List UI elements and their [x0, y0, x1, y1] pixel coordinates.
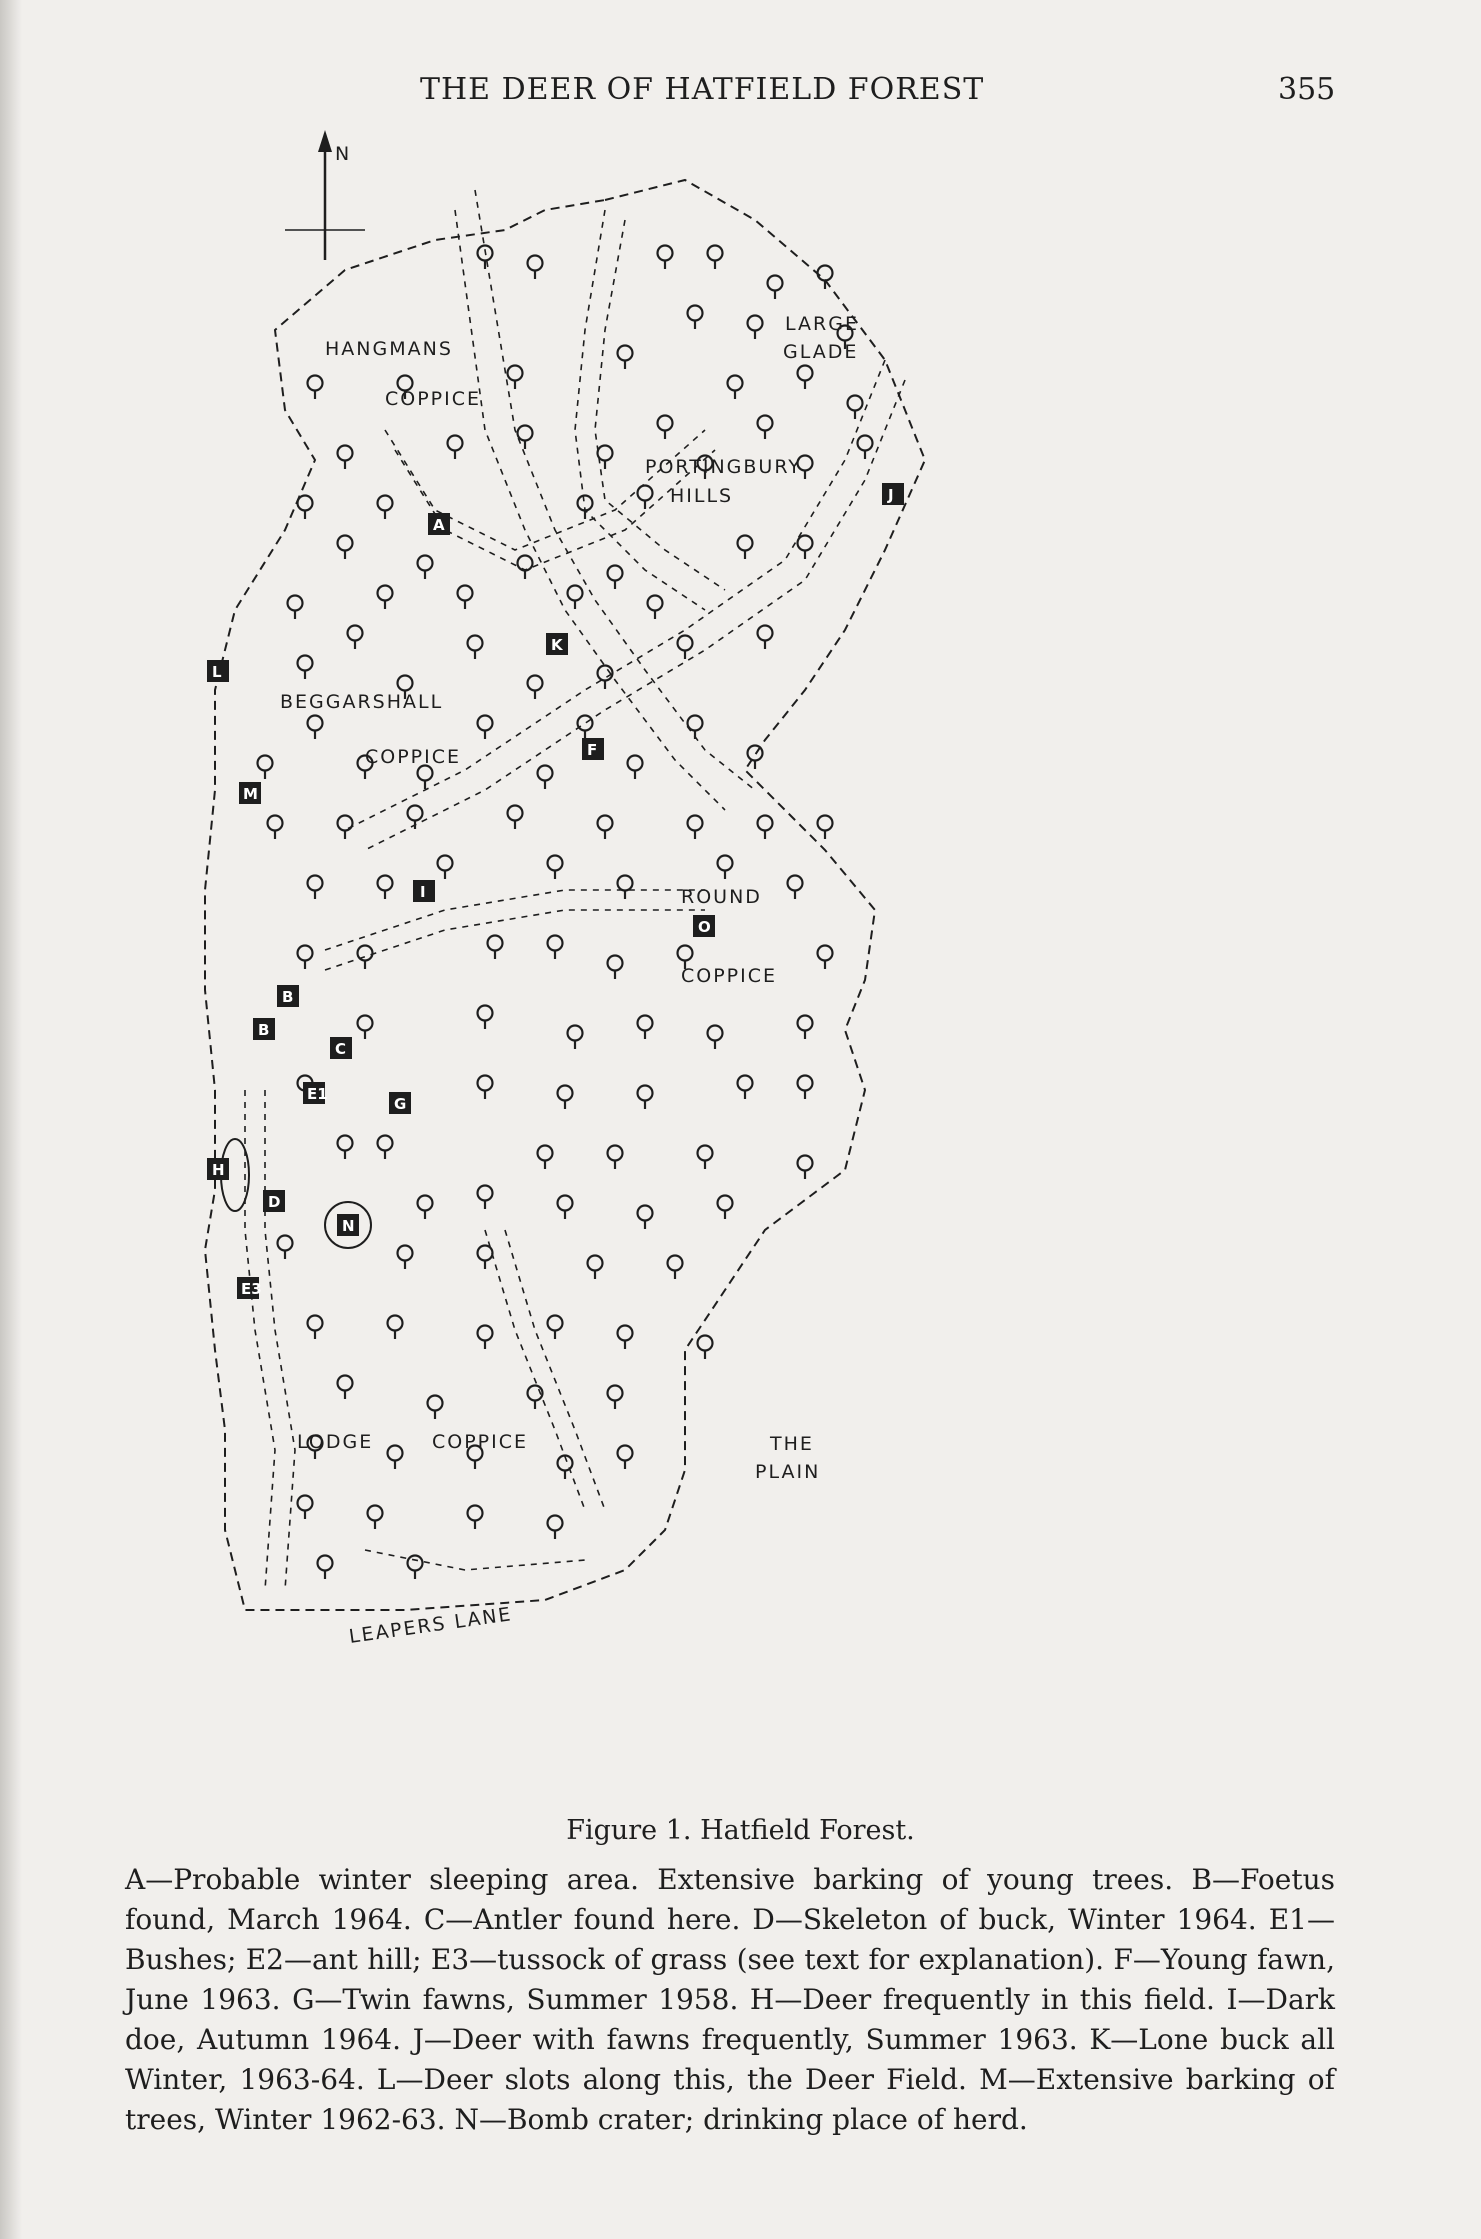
- tree-symbols: [258, 246, 873, 1580]
- legend-item-d: D—Skeleton of buck, Winter 1964.: [752, 1903, 1269, 1936]
- marker-d: [263, 1190, 285, 1212]
- label-hangmans-coppice: COPPICE: [385, 388, 482, 410]
- label-the: THE: [770, 1433, 814, 1455]
- legend-item-b: B—Foetus found, March 1964.: [125, 1863, 1335, 1936]
- svg-text:B: B: [282, 988, 294, 1006]
- legend-item-m: M—Extensive barking of trees, Winter 1962-63.: [125, 2063, 1336, 2136]
- marker-b2: [277, 985, 299, 1007]
- svg-text:I: I: [420, 883, 426, 901]
- north-arrow: [285, 130, 365, 260]
- label-lodge: LODGE: [297, 1431, 374, 1453]
- svg-text:G: G: [394, 1095, 407, 1113]
- marker-b1: [253, 1018, 275, 1040]
- svg-text:D: D: [268, 1193, 281, 1211]
- label-lodge-coppice: COPPICE: [432, 1431, 529, 1453]
- marker-round-o: [693, 915, 715, 937]
- legend-item-g: G—Twin fawns, Summer 1958.: [292, 1983, 750, 2016]
- svg-text:B: B: [258, 1021, 270, 1039]
- forest-map: [212, 130, 1285, 1810]
- label-beggarshall-coppice: COPPICE: [365, 746, 462, 768]
- svg-text:E1: E1: [307, 1085, 328, 1103]
- label-portingbury: PORTINGBURY: [645, 456, 802, 478]
- marker-e1: [303, 1082, 328, 1104]
- label-leapers-lane: LEAPERS LANE: [347, 1603, 514, 1648]
- legend-item-c: C—Antler found here.: [423, 1903, 753, 1936]
- marker-g: [389, 1092, 411, 1114]
- label-round-coppice: COPPICE: [681, 965, 778, 987]
- marker-i: [413, 880, 435, 902]
- label-plain: PLAIN: [755, 1461, 821, 1483]
- legend-item-f: F—Young fawn, June 1963.: [125, 1943, 1335, 2016]
- svg-text:C: C: [335, 1040, 347, 1058]
- forest-boundary: [205, 180, 925, 1610]
- legend-item-k: K—Lone buck all Winter, 1963-64.: [125, 2023, 1336, 2096]
- legend-item-j: J—Deer with fawns frequently, Summer 1963.: [412, 2023, 1090, 2056]
- marker-a: [428, 513, 450, 535]
- marker-f: [582, 738, 604, 760]
- figure-legend: [125, 1860, 1335, 2140]
- figure-caption: Figure 1. Hatfield Forest.: [566, 1815, 915, 1846]
- svg-text:F: F: [587, 741, 598, 759]
- svg-text:H: H: [212, 1161, 225, 1179]
- legend-item-h: H—Deer frequently in this field.: [749, 1983, 1227, 2016]
- marker-j: [882, 483, 904, 505]
- page-edge-shadow: [0, 0, 22, 2239]
- svg-text:L: L: [212, 663, 222, 681]
- legend-item-n: N—Bomb crater; drinking place of herd.: [454, 2103, 1028, 2136]
- marker-k: [546, 633, 568, 655]
- page-number: 355: [1278, 72, 1336, 107]
- marker-h: [207, 1158, 229, 1180]
- marker-e3: [237, 1277, 262, 1299]
- label-hangmans: HANGMANS: [325, 338, 453, 360]
- legend-item-i: I—Dark doe, Autumn 1964.: [125, 1983, 1335, 2056]
- svg-text:A: A: [433, 516, 445, 534]
- label-glade: GLADE: [783, 341, 859, 363]
- forest-map-svg: [212, 130, 1285, 1810]
- legend-item-l: L—Deer slots along this, the Deer Field.: [376, 2063, 980, 2096]
- svg-text:J: J: [888, 486, 894, 504]
- label-round: ROUND: [681, 886, 762, 908]
- marker-m: [239, 782, 261, 804]
- legend-item-e: E1—Bushes; E2—ant hill; E3—tussock of grass (see text for explanation).: [125, 1903, 1335, 1976]
- running-head: THE DEER OF HATFIELD FOREST: [420, 72, 985, 107]
- north-label: N: [335, 143, 352, 165]
- legend-item-a: A—Probable winter sleeping area. Extensive barking of young trees.: [125, 1863, 1192, 1896]
- label-beggarshall: BEGGARSHALL: [280, 691, 444, 713]
- marker-l: [207, 660, 229, 682]
- forest-rides: [245, 190, 905, 1590]
- marker-c: [330, 1037, 352, 1059]
- label-hills: HILLS: [670, 485, 734, 507]
- label-large: LARGE: [785, 313, 859, 335]
- marker-n: [337, 1214, 359, 1236]
- svg-text:K: K: [551, 636, 563, 654]
- svg-text:E3: E3: [241, 1280, 262, 1298]
- svg-text:N: N: [342, 1217, 355, 1235]
- svg-text:O: O: [698, 918, 711, 936]
- svg-text:M: M: [243, 785, 258, 803]
